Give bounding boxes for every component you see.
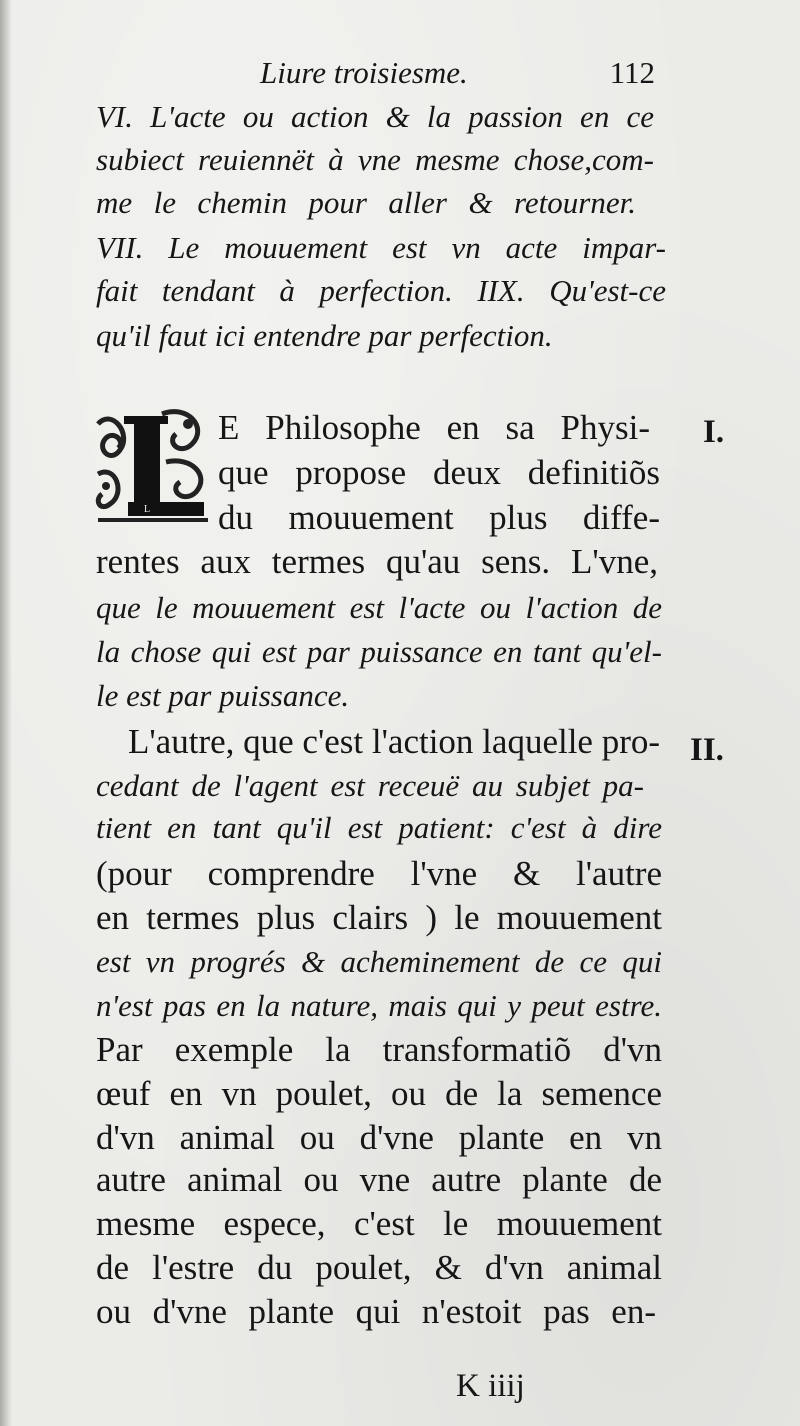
summary-line: me le chemin pour aller & retourner. <box>96 185 636 220</box>
margin-note-II: II. <box>690 732 724 768</box>
summary-line: fait tendant à perfection. IIX. Qu'est-ce <box>96 273 666 308</box>
body-line: (pour comprendre l'vne & l'autre <box>96 854 662 893</box>
summary-line: qu'il faut ici entendre par perfection. <box>96 318 553 353</box>
summary-line: subiect reuiennët à vne mesme chose,com- <box>96 142 654 177</box>
body-line: rentes aux termes qu'au sens. L'vne, <box>96 542 658 581</box>
catchword: K iiij <box>456 1368 525 1404</box>
body-line: ou d'vne plante qui n'estoit pas en- <box>96 1292 656 1331</box>
body-line: autre animal ou vne autre plante de <box>96 1160 662 1199</box>
body-line: œuf en vn poulet, ou de la semence <box>96 1074 662 1113</box>
summary-line: VII. Le mouuement est vn acte impar- <box>96 230 666 265</box>
body-line: le est par puissance. <box>96 678 350 713</box>
page-number: 112 <box>609 55 655 90</box>
running-header <box>260 55 655 91</box>
body-line: en termes plus clairs ) le mouuement <box>96 898 662 937</box>
body-line: tient en tant qu'il est patient: c'est à dire <box>96 810 662 845</box>
running-title: Liure troisiesme. <box>260 55 468 90</box>
body-line: du mouuement plus diffe- <box>218 498 660 537</box>
body-line: n'est pas en la nature, mais qui y peut estre. <box>96 988 662 1023</box>
body-line: Par exemple la transformatiõ d'vn <box>96 1030 662 1069</box>
body-line: E Philosophe en sa Physi- <box>218 408 650 447</box>
page-edge-shadow <box>0 0 12 1426</box>
margin-note-I: I. <box>703 414 725 450</box>
summary-line: VI. L'acte ou action & la passion en ce <box>96 99 654 134</box>
body-line: cedant de l'agent est receuë au subjet pa- <box>96 768 644 803</box>
body-line: L'autre, que c'est l'action laquelle pro- <box>128 722 661 761</box>
body-line: mesme espece, c'est le mouuement <box>96 1204 662 1243</box>
body-line: la chose qui est par puissance en tant qu'el- <box>96 634 662 669</box>
decorated-initial-letter <box>92 404 212 526</box>
body-line: de l'estre du poulet, & d'vn animal <box>96 1248 662 1287</box>
body-line: que le mouuement est l'acte ou l'action de <box>96 590 662 625</box>
drop-cap-letter: L <box>143 504 151 515</box>
body-line: d'vn animal ou d'vne plante en vn <box>96 1118 662 1157</box>
body-line: est vn progrés & acheminement de ce qui <box>96 944 662 979</box>
body-line: que propose deux definitiõs <box>218 453 660 492</box>
